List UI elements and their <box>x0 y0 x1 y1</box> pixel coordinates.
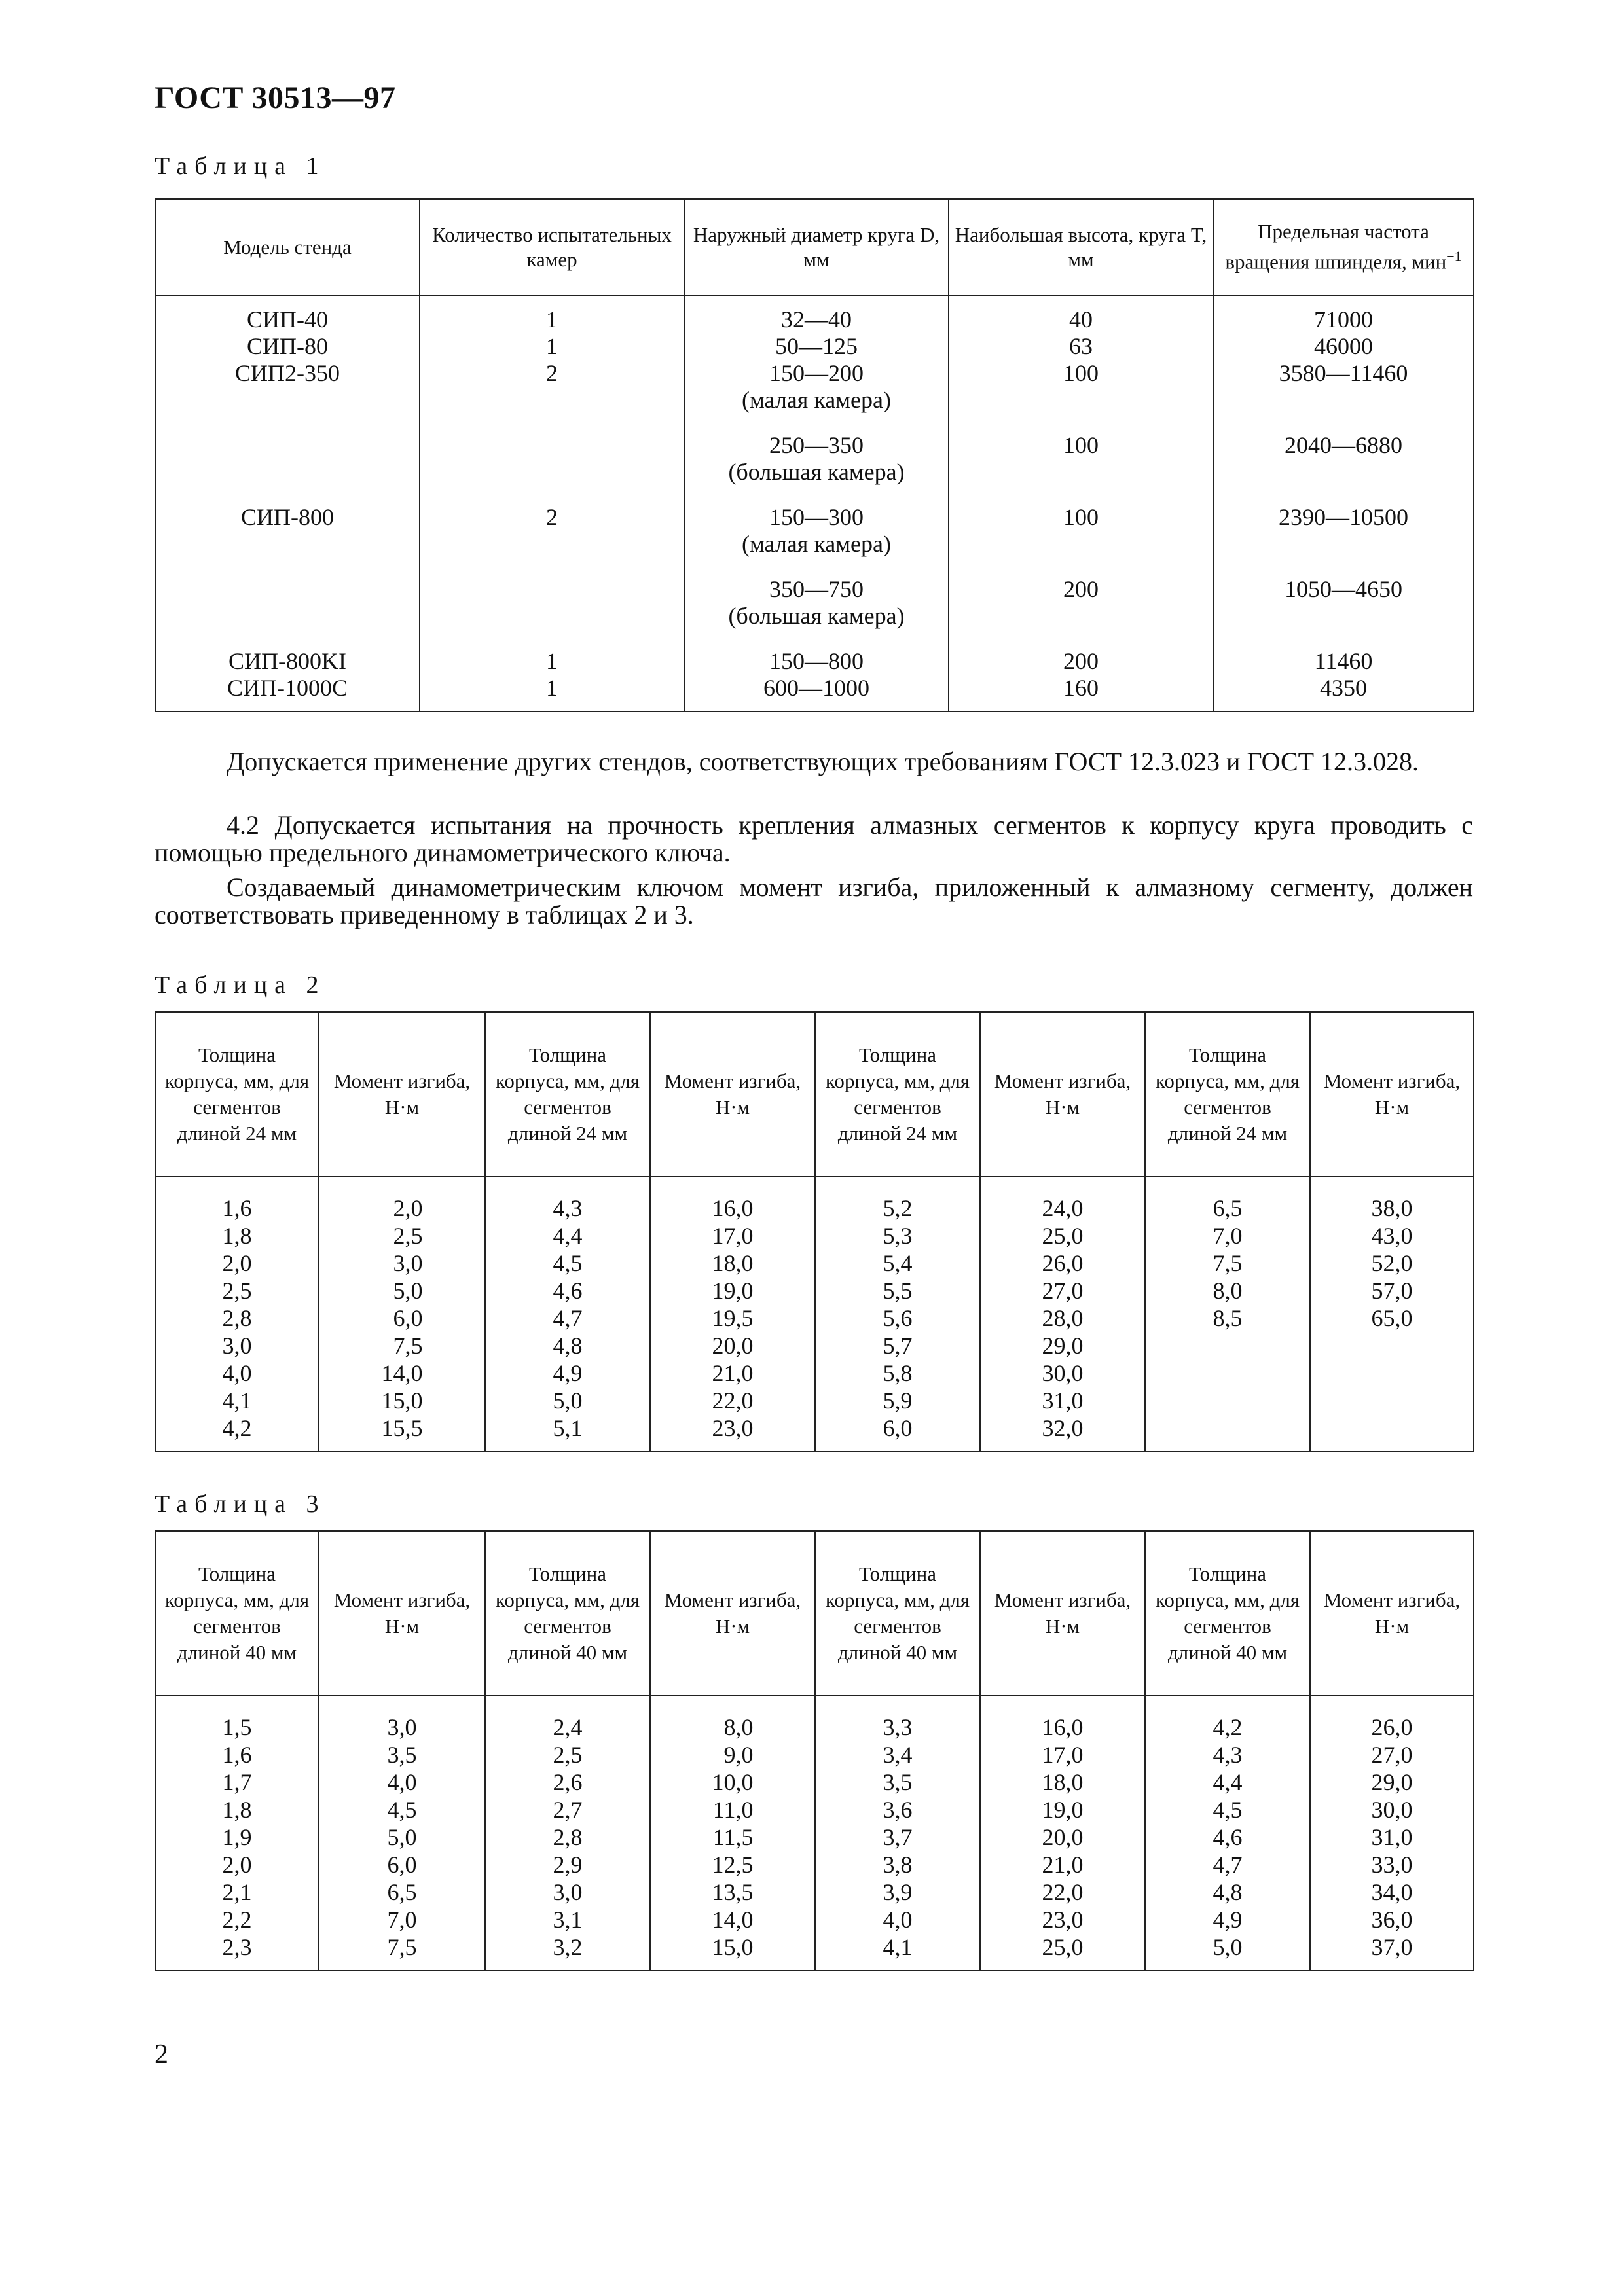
table1-value: СИП2-350 <box>235 360 340 386</box>
table2-value: 15,5 <box>381 1415 423 1441</box>
table3-value: 4,7 <box>1213 1852 1243 1878</box>
table1-value: 150—300 <box>769 504 864 530</box>
table3-value: 12,5 <box>712 1852 754 1878</box>
table3-value: 2,9 <box>553 1852 583 1878</box>
table1-cell-chambers <box>420 630 684 711</box>
document-code: ГОСТ 30513—97 <box>155 81 396 115</box>
table1-value: (большая камера) <box>728 459 905 485</box>
table3-value: 27,0 <box>1371 1742 1413 1768</box>
table3-value: 22,0 <box>1042 1879 1084 1905</box>
table1-value: 2390—10500 <box>1279 504 1408 530</box>
table2-value: 20,0 <box>712 1333 754 1359</box>
table3-value: 34,0 <box>1371 1879 1413 1905</box>
table3-value: 4,2 <box>1213 1714 1243 1740</box>
table3-col-moment <box>980 1696 1145 1971</box>
table3-header-thickness: Толщина корпуса, мм, для сегментов длиной 40 мм <box>155 1531 319 1696</box>
table2-value: 26,0 <box>1042 1250 1084 1276</box>
table2-value: 7,0 <box>1213 1223 1243 1249</box>
table2-value: 22,0 <box>712 1388 754 1414</box>
table1-value: 46000 <box>1314 333 1373 359</box>
table2-value: 6,5 <box>1213 1195 1243 1221</box>
table2-value: 57,0 <box>1371 1278 1413 1304</box>
table2-value: 5,5 <box>883 1278 913 1304</box>
table3-col-moment <box>1310 1696 1474 1971</box>
table1-header-chambers: Количество испытательных камер <box>420 199 684 295</box>
table1-value: 200 <box>1063 576 1099 602</box>
table1-value: 250—350 <box>769 432 864 458</box>
table3-header-thickness: Толщина корпуса, мм, для сегментов длиной 40 мм <box>1145 1531 1310 1696</box>
table3-value: 4,3 <box>1213 1742 1243 1768</box>
table2-value: 14,0 <box>381 1360 423 1386</box>
table2-header-moment: Момент изгиба, Н·м <box>1310 1012 1474 1177</box>
table3-value: 13,5 <box>712 1879 754 1905</box>
table3-value: 33,0 <box>1371 1852 1413 1878</box>
table1-value: (малая камера) <box>742 531 891 557</box>
table3-value: 30,0 <box>1371 1797 1413 1823</box>
table3-value: 4,1 <box>883 1934 913 1960</box>
table2-value: 16,0 <box>712 1195 754 1221</box>
table2-value: 5,8 <box>883 1360 913 1386</box>
table3-value: 1,8 <box>222 1797 252 1823</box>
table3-value: 2,6 <box>553 1769 583 1795</box>
table3-value: 16,0 <box>1042 1714 1084 1740</box>
table2-header-moment: Момент изгиба, Н·м <box>650 1012 815 1177</box>
table1-value: 100 <box>1063 360 1099 386</box>
table2-value: 5,6 <box>883 1305 913 1331</box>
table2-value: 3,0 <box>222 1333 252 1359</box>
table1-cell-chambers <box>420 486 684 558</box>
table3-value: 1,5 <box>222 1714 252 1740</box>
table1-value: 71000 <box>1314 306 1373 332</box>
table3-value: 2,4 <box>553 1714 583 1740</box>
table3-header-moment: Момент изгиба, Н·м <box>1310 1531 1474 1696</box>
table2-value: 5,2 <box>883 1195 913 1221</box>
table2-value: 24,0 <box>1042 1195 1084 1221</box>
table1-value: СИП-80 <box>247 333 328 359</box>
paragraph-4-2: 4.2 Допускается испытания на прочность крепления алмазных сегментов к корпусу круга проводить с помощью предельного динамометрического ключа. <box>155 810 1473 867</box>
table1-header-diameter: Наружный диаметр круга D, мм <box>684 199 949 295</box>
table3-value: 7,0 <box>387 1907 417 1933</box>
table3-value: 1,9 <box>222 1824 252 1850</box>
table1-value: 1 <box>546 306 558 332</box>
table3-value: 3,4 <box>883 1742 913 1768</box>
table3-value: 5,0 <box>387 1824 417 1850</box>
table1-value: 350—750 <box>769 576 864 602</box>
table2-value: 7,5 <box>1213 1250 1243 1276</box>
table2-value: 27,0 <box>1042 1278 1084 1304</box>
table2-value: 4,6 <box>553 1278 583 1304</box>
table2-value: 38,0 <box>1371 1195 1413 1221</box>
table1-cell-diameter <box>684 414 949 486</box>
table3-value: 3,0 <box>553 1879 583 1905</box>
table3-value: 19,0 <box>1042 1797 1084 1823</box>
table1-cell-model <box>155 295 420 414</box>
table3-value: 4,0 <box>387 1769 417 1795</box>
table2-value: 19,0 <box>712 1278 754 1304</box>
table1-value: СИП-800KI <box>228 648 346 674</box>
table1-value: (большая камера) <box>728 603 905 629</box>
table2-value: 5,3 <box>883 1223 913 1249</box>
table3-value: 3,9 <box>883 1879 913 1905</box>
paragraph-bending-moment: Создаваемый динамометрическим ключом момент изгиба, приложенный к алмазному сегменту, должен соответствовать приведенному в таблицах 2 и 3. <box>155 872 1473 929</box>
table1-caption: Таблица 1 <box>155 152 326 180</box>
table3-value: 4,5 <box>387 1797 417 1823</box>
table2-value: 19,5 <box>712 1305 754 1331</box>
table2-value: 5,7 <box>883 1333 913 1359</box>
table3-value: 10,0 <box>712 1769 754 1795</box>
table1-cell-height <box>949 630 1213 711</box>
table1-value: 1 <box>546 648 558 674</box>
table1-header-freq: Предельная частота вращения шпинделя, мин$^{-1}$ <box>1213 199 1474 295</box>
table3-value: 17,0 <box>1042 1742 1084 1768</box>
table1-cell-chambers <box>420 558 684 630</box>
table1-value: 200 <box>1063 648 1099 674</box>
table3-value: 2,8 <box>553 1824 583 1850</box>
table3-header-moment: Момент изгиба, Н·м <box>650 1531 815 1696</box>
page-number: 2 <box>155 2039 168 2070</box>
table3-value: 4,5 <box>1213 1797 1243 1823</box>
table3-value: 3,0 <box>387 1714 417 1740</box>
table1-cell-chambers <box>420 414 684 486</box>
table1-cell-height <box>949 558 1213 630</box>
table1-value: 160 <box>1063 675 1099 701</box>
table1-value: 100 <box>1063 504 1099 530</box>
table2-value: 6,0 <box>393 1305 423 1331</box>
table2-value: 5,9 <box>883 1388 913 1414</box>
table2-value: 4,9 <box>553 1360 583 1386</box>
table1-value: (малая камера) <box>742 387 891 413</box>
table3-value: 1,7 <box>222 1769 252 1795</box>
table1-value: СИП-800 <box>241 504 334 530</box>
table1-value: СИП-40 <box>247 306 328 332</box>
table2-value: 4,0 <box>222 1360 252 1386</box>
table3-col-thickness <box>1145 1696 1310 1971</box>
table1-value: СИП-1000С <box>227 675 348 701</box>
table1-cell-height <box>949 414 1213 486</box>
table3-value: 2,5 <box>553 1742 583 1768</box>
table2-header-moment: Момент изгиба, Н·м <box>319 1012 485 1177</box>
table3-col-thickness <box>485 1696 650 1971</box>
table1-row <box>155 486 1474 558</box>
table1-body <box>155 295 1474 711</box>
table2-value: 2,5 <box>222 1278 252 1304</box>
table1-cell-freq <box>1213 295 1474 414</box>
table1-cell-height <box>949 486 1213 558</box>
table2-value: 52,0 <box>1371 1250 1413 1276</box>
table1-cell-model <box>155 558 420 630</box>
table3-value: 1,6 <box>222 1742 252 1768</box>
table1-value: 4350 <box>1320 675 1367 701</box>
table2-value: 5,4 <box>883 1250 913 1276</box>
table2-col-moment <box>650 1177 815 1452</box>
table1-cell-model <box>155 630 420 711</box>
table1-value: 100 <box>1063 432 1099 458</box>
table1-value: 3580—11460 <box>1279 360 1408 386</box>
table1-cell-diameter <box>684 486 949 558</box>
table1-value: 150—200 <box>769 360 864 386</box>
table3-value: 6,0 <box>387 1852 417 1878</box>
table3-value: 2,0 <box>222 1852 252 1878</box>
table2-value: 8,5 <box>1213 1305 1243 1331</box>
table3-header-moment: Момент изгиба, Н·м <box>319 1531 485 1696</box>
table1-row <box>155 295 1474 414</box>
table2-col-moment <box>1310 1177 1474 1452</box>
table3-col-moment <box>650 1696 815 1971</box>
table2-value: 1,6 <box>222 1195 252 1221</box>
table2-value: 17,0 <box>712 1223 754 1249</box>
table1-row <box>155 630 1474 711</box>
table2-value: 30,0 <box>1042 1360 1084 1386</box>
table2-value: 4,5 <box>553 1250 583 1276</box>
table3-col-thickness <box>155 1696 319 1971</box>
table3-value: 15,0 <box>712 1934 754 1960</box>
table1-value: 2 <box>546 360 558 386</box>
table1-value: 1 <box>546 675 558 701</box>
table3-value: 11,0 <box>712 1797 754 1823</box>
table2-value: 5,0 <box>553 1388 583 1414</box>
table2-value: 18,0 <box>712 1250 754 1276</box>
table1-value: 150—800 <box>769 648 864 674</box>
table3-caption: Таблица 3 <box>155 1490 326 1518</box>
paragraph-other-stands: Допускается применение других стендов, соответствующих требованиям ГОСТ 12.3.023 и ГОСТ 12.3.028. <box>227 747 1419 776</box>
table3-value: 3,3 <box>883 1714 913 1740</box>
table1-value: 32—40 <box>781 306 852 332</box>
table3-value: 9,0 <box>723 1742 754 1768</box>
table3-header-thickness: Толщина корпуса, мм, для сегментов длиной 40 мм <box>815 1531 980 1696</box>
table1-cell-chambers <box>420 295 684 414</box>
table2-value: 21,0 <box>712 1360 754 1386</box>
table3-value: 4,0 <box>883 1907 913 1933</box>
table1-header-height: Наибольшая высота, круга T, мм <box>949 199 1213 295</box>
table2-value: 4,7 <box>553 1305 583 1331</box>
table3 <box>155 1530 1474 1971</box>
table1-row <box>155 558 1474 630</box>
table3-value: 26,0 <box>1371 1714 1413 1740</box>
table3-value: 18,0 <box>1042 1769 1084 1795</box>
table2-caption: Таблица 2 <box>155 971 326 999</box>
table2-value: 4,3 <box>553 1195 583 1221</box>
table1-value: 2040—6880 <box>1285 432 1402 458</box>
table2-value: 4,1 <box>222 1388 252 1414</box>
table1-cell-model <box>155 414 420 486</box>
table3-value: 2,1 <box>222 1879 252 1905</box>
table1-cell-model <box>155 486 420 558</box>
table1-header-model: Модель стенда <box>155 199 420 295</box>
table3-value: 4,9 <box>1213 1907 1243 1933</box>
table2-col-thickness <box>485 1177 650 1452</box>
table1-value: 2 <box>546 504 558 530</box>
table3-value: 6,5 <box>387 1879 417 1905</box>
table3-value: 4,6 <box>1213 1824 1243 1850</box>
table1-value: 11460 <box>1314 648 1373 674</box>
table2-value: 4,8 <box>553 1333 583 1359</box>
table2-value: 32,0 <box>1042 1415 1084 1441</box>
table1-cell-height <box>949 295 1213 414</box>
table3-value: 25,0 <box>1042 1934 1084 1960</box>
table3-value: 5,0 <box>1213 1934 1243 1960</box>
table1-value: 50—125 <box>775 333 858 359</box>
table3-col-thickness <box>815 1696 980 1971</box>
table2-value: 43,0 <box>1371 1223 1413 1249</box>
table2-value: 4,2 <box>222 1415 252 1441</box>
table3-value: 2,3 <box>222 1934 252 1960</box>
table3-value: 2,7 <box>553 1797 583 1823</box>
freq-unit-exponent: −1 <box>1446 248 1462 265</box>
table2-header-thickness: Толщина корпуса, мм, для сегментов длиной 24 мм <box>1145 1012 1310 1177</box>
table2-value: 1,8 <box>222 1223 252 1249</box>
table2-value: 65,0 <box>1371 1305 1413 1331</box>
table3-header-thickness: Толщина корпуса, мм, для сегментов длиной 40 мм <box>485 1531 650 1696</box>
table3-value: 3,7 <box>883 1824 913 1850</box>
table1-value: 63 <box>1069 333 1093 359</box>
table2 <box>155 1011 1474 1452</box>
table2-value: 2,0 <box>393 1195 423 1221</box>
table1-cell-diameter <box>684 558 949 630</box>
table2-col-thickness <box>155 1177 319 1452</box>
table1-value: 1 <box>546 333 558 359</box>
table1-cell-freq <box>1213 414 1474 486</box>
table2-value: 8,0 <box>1213 1278 1243 1304</box>
table1 <box>155 198 1474 712</box>
table2-value: 23,0 <box>712 1415 754 1441</box>
table3-value: 23,0 <box>1042 1907 1084 1933</box>
table3-value: 3,5 <box>387 1742 417 1768</box>
table2-header-thickness: Толщина корпуса, мм, для сегментов длиной 24 мм <box>485 1012 650 1177</box>
table2-value: 28,0 <box>1042 1305 1084 1331</box>
table2-col-thickness <box>815 1177 980 1452</box>
table2-value: 2,5 <box>393 1223 423 1249</box>
table2-col-thickness <box>1145 1177 1310 1452</box>
table3-value: 4,4 <box>1213 1769 1243 1795</box>
table3-value: 3,5 <box>883 1769 913 1795</box>
table3-value: 20,0 <box>1042 1824 1084 1850</box>
table2-header-thickness: Толщина корпуса, мм, для сегментов длиной 24 мм <box>815 1012 980 1177</box>
table3-value: 37,0 <box>1371 1934 1413 1960</box>
table1-cell-diameter <box>684 295 949 414</box>
table1-value: 600—1000 <box>763 675 869 701</box>
table3-value: 7,5 <box>387 1934 417 1960</box>
table3-value: 3,6 <box>883 1797 913 1823</box>
table2-header-thickness: Толщина корпуса, мм, для сегментов длиной 24 мм <box>155 1012 319 1177</box>
table1-cell-freq <box>1213 486 1474 558</box>
table3-value: 3,8 <box>883 1852 913 1878</box>
table3-value: 14,0 <box>712 1907 754 1933</box>
table2-value: 29,0 <box>1042 1333 1084 1359</box>
table3-value: 8,0 <box>723 1714 754 1740</box>
table2-value: 31,0 <box>1042 1388 1084 1414</box>
table2-col-moment <box>980 1177 1145 1452</box>
table1-cell-freq <box>1213 630 1474 711</box>
table2-value: 15,0 <box>381 1388 423 1414</box>
table2-value: 6,0 <box>883 1415 913 1441</box>
table2-value: 5,0 <box>393 1278 423 1304</box>
table2-value: 4,4 <box>553 1223 583 1249</box>
table3-header-moment: Момент изгиба, Н·м <box>980 1531 1145 1696</box>
table2-header-moment: Момент изгиба, Н·м <box>980 1012 1145 1177</box>
table3-value: 3,1 <box>553 1907 583 1933</box>
table1-cell-diameter <box>684 630 949 711</box>
table3-col-moment <box>319 1696 485 1971</box>
table2-value: 2,0 <box>222 1250 252 1276</box>
table1-cell-freq <box>1213 558 1474 630</box>
table3-value: 31,0 <box>1371 1824 1413 1850</box>
table3-value: 11,5 <box>712 1824 754 1850</box>
table1-row <box>155 414 1474 486</box>
table2-value: 25,0 <box>1042 1223 1084 1249</box>
table1-value: 1050—4650 <box>1285 576 1402 602</box>
table3-value: 4,8 <box>1213 1879 1243 1905</box>
table2-value: 7,5 <box>393 1333 423 1359</box>
table3-value: 2,2 <box>222 1907 252 1933</box>
table3-value: 3,2 <box>553 1934 583 1960</box>
table2-col-moment <box>319 1177 485 1452</box>
table2-value: 5,1 <box>553 1415 583 1441</box>
table3-value: 29,0 <box>1371 1769 1413 1795</box>
table2-value: 2,8 <box>222 1305 252 1331</box>
table1-value: 40 <box>1069 306 1093 332</box>
table3-value: 36,0 <box>1371 1907 1413 1933</box>
table2-value: 3,0 <box>393 1250 423 1276</box>
table3-value: 21,0 <box>1042 1852 1084 1878</box>
